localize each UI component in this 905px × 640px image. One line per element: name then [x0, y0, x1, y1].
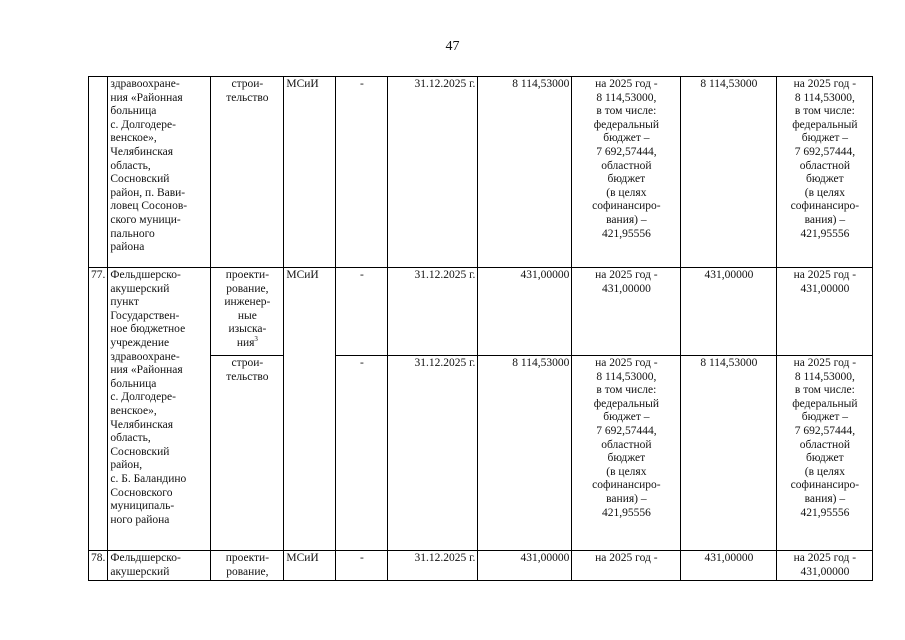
estimated-cost-cell: 431,00000	[478, 551, 572, 581]
deadline-cell: 31.12.2025 г.	[388, 551, 478, 581]
deadline-cell: 31.12.2025 г.	[388, 77, 478, 268]
table-row	[89, 268, 873, 356]
object-name-cell: Фельдшерско- акушерский	[108, 551, 211, 581]
limit-financing-cell: на 2025 год - 8 114,53000, в том числе: федеральный бюджет – 7 692,57444, областной бюджет (в целях софинансиро- вания) – 421,95556	[777, 77, 873, 268]
limit-financing-cell: на 2025 год - 431,00000	[777, 551, 873, 581]
object-name-cell: здравоохране- ния «Районная больница с. Долгодере- венское», Челябинская область, Сосновский район, п. Вави- ловец Сосонов- ского муници- пального района	[108, 77, 211, 268]
object-name-part2: здравоохране- ния «Районная больница с. Долгодере- венское», Челябинская область, Сосновский район, с. Б. Баландино Сосновского муниципаль- ного района	[110, 350, 187, 526]
estimated-cost-cell: 8 114,53000	[478, 356, 572, 551]
limit-financing-cell: на 2025 год - 8 114,53000, в том числе: федеральный бюджет – 7 692,57444, областной бюджет (в целях софинансиро- вания) – 421,95556	[777, 356, 873, 551]
customer-cell: МСиИ	[284, 551, 336, 581]
investment-objects-table	[88, 76, 873, 581]
row-number-cell: 77.	[89, 268, 108, 551]
table-row	[89, 551, 873, 581]
financing-cell: на 2025 год - 8 114,53000, в том числе: федеральный бюджет – 7 692,57444, областной бюджет (в целях софинансиро- вания) – 421,95556	[572, 356, 681, 551]
table-row	[89, 77, 873, 268]
page-number: 47	[445, 39, 460, 54]
financing-cell: на 2025 год -	[572, 551, 681, 581]
deadline-cell: 31.12.2025 г.	[388, 356, 478, 551]
estimated-cost-cell: 431,00000	[478, 268, 572, 356]
customer-cell: МСиИ	[284, 77, 336, 268]
row-number-cell	[89, 77, 108, 268]
dash-cell: -	[336, 356, 388, 551]
deadline-cell: 31.12.2025 г.	[388, 268, 478, 356]
work-type-text: проекти- рование, инженер- ные изыска- ния	[224, 269, 271, 349]
limit-cell: 8 114,53000	[681, 77, 777, 268]
work-type-cell	[211, 268, 284, 356]
object-name-cell	[108, 268, 211, 551]
estimated-cost-cell: 8 114,53000	[478, 77, 572, 268]
limit-financing-cell: на 2025 год - 431,00000	[777, 268, 873, 356]
financing-cell: на 2025 год - 431,00000	[572, 268, 681, 356]
work-type-cell: строи- тельство	[211, 77, 284, 268]
financing-cell: на 2025 год - 8 114,53000, в том числе: федеральный бюджет – 7 692,57444, областной бюджет (в целях софинансиро- вания) – 421,95556	[572, 77, 681, 268]
object-name-part1: Фельдшерско- акушерский пункт Государствен- ное бюджетное учреждение	[110, 269, 186, 349]
work-type-cell: проекти- рование,	[211, 551, 284, 581]
dash-cell: -	[336, 551, 388, 581]
limit-cell: 8 114,53000	[681, 356, 777, 551]
customer-cell: МСиИ	[284, 268, 336, 551]
row-number-cell: 78.	[89, 551, 108, 581]
dash-cell: -	[336, 268, 388, 356]
dash-cell: -	[336, 77, 388, 268]
footnote-mark: 3	[254, 335, 258, 344]
work-type-cell: строи- тельство	[211, 356, 284, 551]
limit-cell: 431,00000	[681, 268, 777, 356]
limit-cell: 431,00000	[681, 551, 777, 581]
